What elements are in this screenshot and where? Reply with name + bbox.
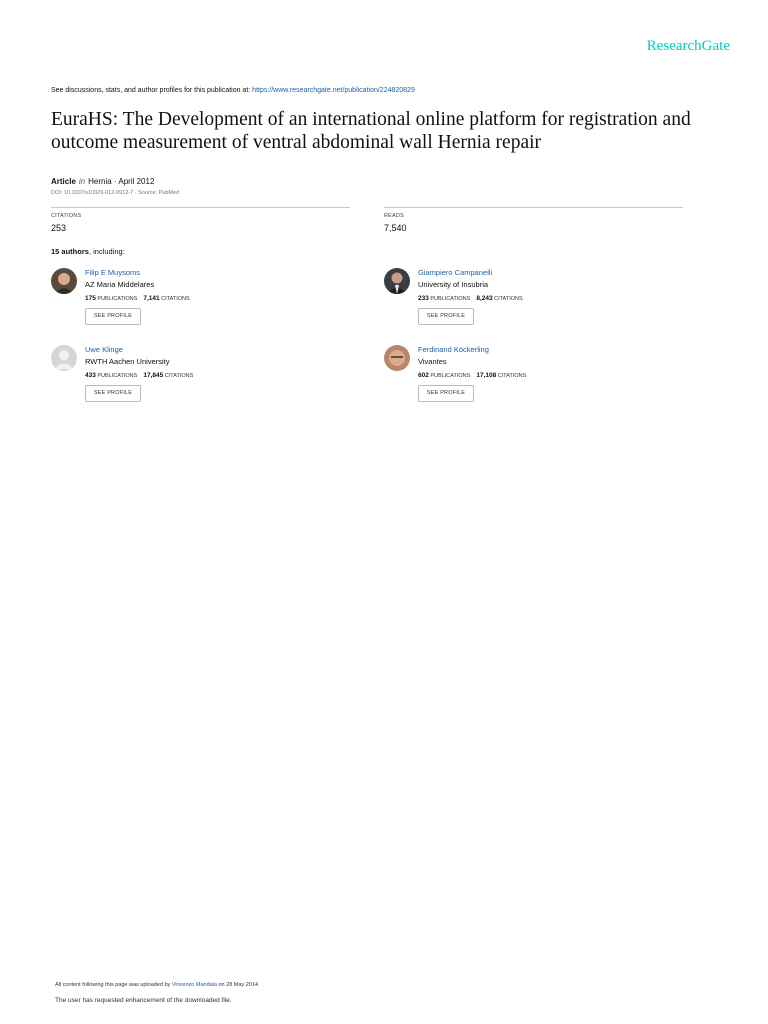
researchgate-logo[interactable]: ResearchGate (646, 38, 730, 54)
author-citations-label: CITATIONS (494, 296, 523, 302)
author-citations-label: CITATIONS (161, 296, 190, 302)
citations-value: 253 (51, 223, 67, 233)
authors-heading (51, 247, 125, 256)
discussion-text: See discussions, stats, and author profiles for this publication at: (51, 87, 253, 94)
see-profile-button[interactable]: SEE PROFILE (418, 385, 474, 402)
author-name[interactable]: Uwe Klinge (85, 345, 123, 354)
author-card (384, 268, 684, 338)
citations-label: CITATIONS (51, 213, 82, 219)
uploader-link[interactable]: Vincenzo Mandala (171, 982, 217, 988)
author-institution: RWTH Aachen University (85, 357, 170, 366)
author-citations-count: 8,243 (476, 295, 493, 302)
enhancement-note: The user has requested enhancement of the downloaded file. (55, 997, 232, 1004)
discussion-note (51, 87, 415, 94)
article-title: EuraHS: The Development of an international online platform for registration and outcome measurement of ventral abdominal wall Hernia repair (51, 109, 691, 153)
publication-link[interactable]: https://www.researchgate.net/publication/224820829 (252, 87, 415, 94)
author-citations-count: 7,141 (143, 295, 160, 302)
upload-note (55, 982, 259, 988)
see-profile-button[interactable]: SEE PROFILE (85, 308, 141, 325)
author-name[interactable]: Giampiero Campanelli (418, 268, 493, 277)
article-meta (51, 177, 154, 186)
see-profile-button[interactable]: SEE PROFILE (418, 308, 474, 325)
upload-suffix: on 28 May 2014. (216, 982, 260, 988)
divider-reads (384, 207, 683, 208)
author-institution: Vivantes (418, 357, 447, 366)
author-institution: AZ Maria Middelares (85, 280, 155, 289)
article-type: Article (51, 177, 76, 186)
reads-value: 7,540 (384, 223, 407, 233)
author-publications-count: 433 (85, 372, 96, 379)
author-publications-label: PUBLICATIONS (97, 296, 138, 302)
author-stats (418, 295, 523, 302)
author-card (384, 345, 684, 415)
author-citations-count: 17,108 (476, 372, 497, 379)
in-word: in (78, 177, 86, 186)
author-avatar[interactable] (51, 268, 77, 294)
author-publications-label: PUBLICATIONS (97, 373, 138, 379)
doi-line: DOI: 10.1007/s10029-012-0912-7 · Source: PubMed (51, 190, 180, 196)
author-citations-label: CITATIONS (164, 373, 194, 379)
author-citations-label: CITATIONS (497, 373, 527, 379)
author-publications-count: 233 (418, 295, 429, 302)
author-stats (85, 372, 193, 379)
author-avatar[interactable] (384, 268, 410, 294)
author-card (51, 268, 351, 338)
author-name[interactable]: Ferdinand Köckerling (418, 345, 489, 354)
author-avatar[interactable] (384, 345, 410, 371)
author-institution: University of Insubria (418, 280, 489, 289)
reads-label: READS (384, 213, 404, 219)
divider-citations (51, 207, 350, 208)
author-stats (85, 295, 190, 302)
author-avatar[interactable] (51, 345, 77, 371)
author-publications-count: 602 (418, 372, 429, 379)
author-publications-label: PUBLICATIONS (430, 373, 471, 379)
author-publications-count: 175 (85, 295, 96, 302)
author-card (51, 345, 351, 415)
author-citations-count: 17,845 (143, 372, 164, 379)
see-profile-button[interactable]: SEE PROFILE (85, 385, 141, 402)
authors-count: 15 authors (51, 247, 89, 256)
author-name[interactable]: Filip E Muysoms (85, 268, 141, 277)
authors-suffix: , including: (88, 247, 125, 256)
author-publications-label: PUBLICATIONS (430, 296, 471, 302)
journal-date: Hernia · April 2012 (88, 177, 155, 186)
upload-prefix: All content following this page was uploaded by (55, 982, 172, 988)
author-stats (418, 372, 526, 379)
